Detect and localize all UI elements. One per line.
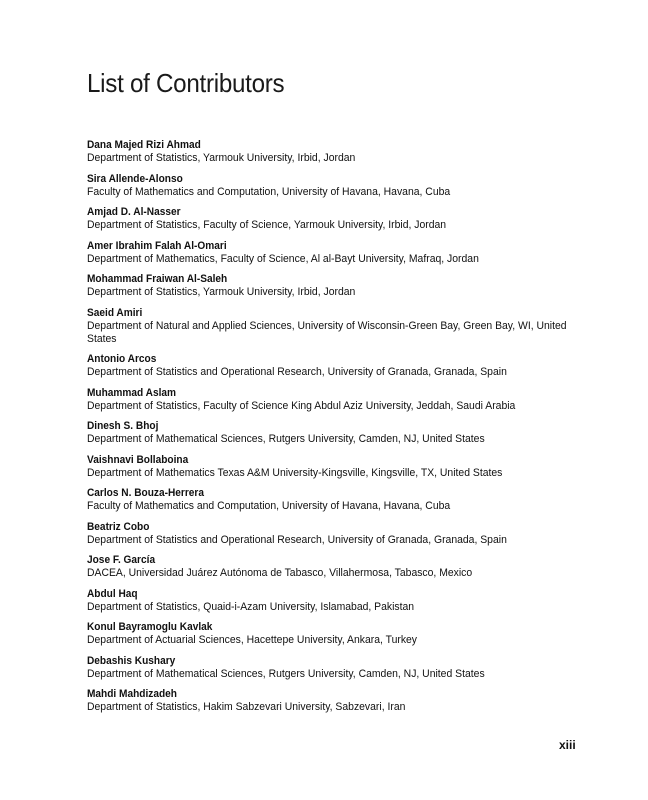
contributor-entry [87,206,577,232]
contributor-name: Amjad D. Al-Nasser [87,206,181,218]
contributor-entry [87,487,577,513]
contributor-name: Carlos N. Bouza-Herrera [87,487,204,499]
contributor-entry [87,273,577,299]
contributor-list [87,139,577,722]
contributor-name: Amer Ibrahim Falah Al-Omari [87,239,227,252]
contributor-name: Debashis Kushary [87,654,176,667]
contributor-name: Sira Allende-Alonso [87,172,183,185]
contributor-name: Beatriz Cobo [87,520,150,533]
page-title: List of Contributors [87,68,285,98]
contributor-entry [87,420,577,446]
contributor-name: Jose F. García [87,554,156,566]
contributor-entry [87,655,577,681]
contributor-name: Mahdi Mahdizadeh [87,688,177,700]
contributor-entry [87,588,577,614]
contributor-entry [87,353,577,379]
contributor-entry [87,521,577,547]
contributor-entry [87,387,577,413]
contributor-entry [87,307,577,346]
contributor-affiliation: DACEA, Universidad Juárez Autónoma de Tabasco, Villahermosa, Tabasco, Mexico [87,567,473,579]
contributor-affiliation: Department of Statistics and Operational Research, University of Granada, Granada, Spain [87,366,507,378]
contributor-affiliation: Department of Natural and Applied Sciences, University of Wisconsin-Green Bay, Green Bay, WI, United States [87,319,567,345]
contributor-name: Konul Bayramoglu Kavlak [87,621,213,633]
contributor-entry [87,454,577,480]
contributor-affiliation: Faculty of Mathematics and Computation, University of Havana, Havana, Cuba [87,185,451,198]
contributor-name: Vaishnavi Bollaboina [87,453,189,466]
contributor-affiliation: Department of Statistics, Yarmouk University, Irbid, Jordan [87,286,356,298]
contributor-entry [87,240,577,266]
contributor-entry [87,554,577,580]
contributor-affiliation: Department of Statistics, Faculty of Science King Abdul Aziz University, Jeddah, Saudi Arabia [87,399,516,412]
contributor-entry [87,688,577,714]
contributor-affiliation: Department of Statistics, Quaid-i-Azam University, Islamabad, Pakistan [87,600,415,613]
contributor-name: Dana Majed Rizi Ahmad [87,139,201,151]
contributor-affiliation: Department of Mathematical Sciences, Rutgers University, Camden, NJ, United States [87,433,485,445]
contributor-affiliation: Department of Mathematical Sciences, Rutgers University, Camden, NJ, United States [87,667,485,680]
contributor-name: Muhammad Aslam [87,386,177,399]
contributor-affiliation: Faculty of Mathematics and Computation, University of Havana, Havana, Cuba [87,500,451,512]
contributor-affiliation: Department of Actuarial Sciences, Hacettepe University, Ankara, Turkey [87,634,418,646]
contributor-affiliation: Department of Statistics and Operational Research, University of Granada, Granada, Spain [87,533,507,546]
contributor-affiliation: Department of Statistics, Yarmouk University, Irbid, Jordan [87,152,356,164]
contributor-affiliation: Department of Mathematics, Faculty of Science, Al al-Bayt University, Mafraq, Jordan [87,252,479,265]
contributor-affiliation: Department of Statistics, Hakim Sabzevari University, Sabzevari, Iran [87,701,406,713]
contributor-name: Mohammad Fraiwan Al-Saleh [87,273,228,285]
contributor-name: Antonio Arcos [87,353,157,365]
contributor-affiliation: Department of Mathematics Texas A&M University-Kingsville, Kingsville, TX, United States [87,466,503,479]
contributor-entry [87,139,577,165]
contributor-name: Abdul Haq [87,587,138,600]
contributor-entry [87,621,577,647]
contributor-name: Dinesh S. Bhoj [87,420,159,432]
page-number: xiii [559,738,576,752]
contributor-name: Saeid Amiri [87,306,143,319]
contributor-affiliation: Department of Statistics, Faculty of Science, Yarmouk University, Irbid, Jordan [87,219,447,231]
contributor-entry [87,173,577,199]
